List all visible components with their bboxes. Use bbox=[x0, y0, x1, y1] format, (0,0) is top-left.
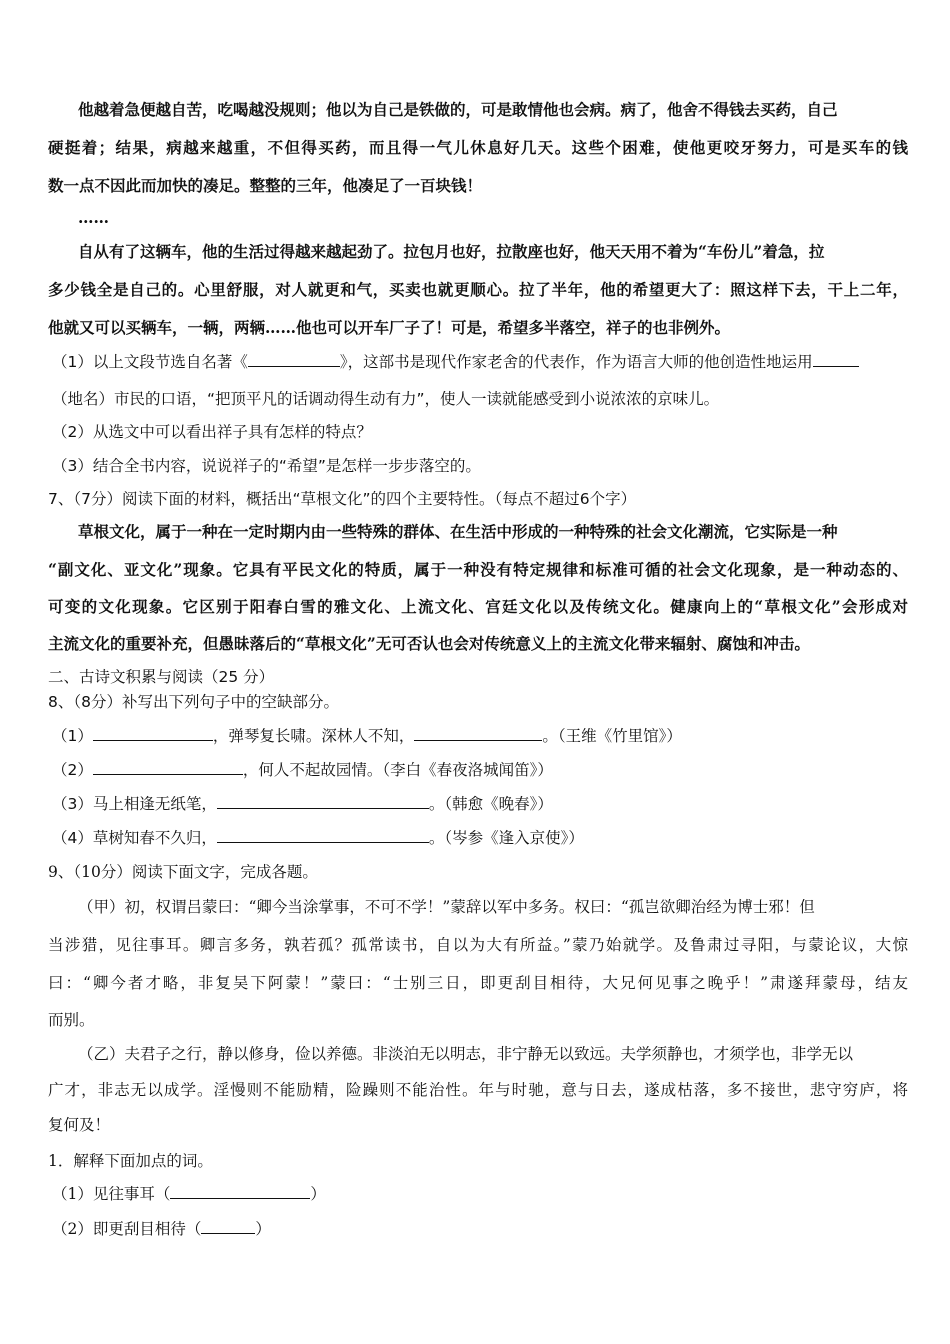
q6-subquestion-1 bbox=[52, 352, 912, 372]
q9-jia-line2: 当涉猎，见往事耳。卿言多务，孰若孤？孤常读书，自以为大有所益。”蒙乃始就学。及鲁肃过寻阳，与蒙论议，大惊 bbox=[48, 936, 908, 954]
q9-jia-line4: 而别。 bbox=[48, 1011, 95, 1029]
q9-answer-blank-1[interactable] bbox=[170, 1184, 310, 1199]
q9-w1-close: ） bbox=[310, 1185, 326, 1203]
q9-w1-text: （1）见往事耳（ bbox=[52, 1185, 171, 1203]
q8-item-2 bbox=[52, 760, 912, 780]
passage1-p2-line3: 他就又可以买辆车，一辆，两辆……他也可以开车厂子了！可是，希望多半落空，祥子的也非例外。 bbox=[48, 318, 731, 337]
q7-material-line1: 草根文化，属于一种在一定时期内由一些特殊的群体、在生活中形成的一种特殊的社会文化潮流，它实际是一种 bbox=[78, 522, 838, 541]
q8-i4-text: （4）草树知春不久归， bbox=[52, 829, 217, 847]
q8-i1-source: 。（王维《竹里馆》） bbox=[542, 727, 682, 745]
passage1-p1-line1: 他越着急便越自苦，吃喝越没规则；他以为自己是铁做的，可是敢情他也会病。病了，他舍不得钱去买药，自己 bbox=[78, 100, 838, 119]
q9-jia-line3: 曰：“卿今者才略，非复吴下阿蒙！”蒙曰：“士别三日，即更刮目相待，大兄何见事之晚乎！”肃遂拜蒙母，结友 bbox=[48, 974, 908, 992]
q8-i1-text: ，弹琴复长啸。深林人不知， bbox=[212, 727, 415, 745]
q8-blank-4[interactable] bbox=[217, 828, 429, 843]
q9-title: 9、（10分）阅读下面文字，完成各题。 bbox=[48, 863, 318, 881]
place-name-blank[interactable] bbox=[813, 352, 859, 367]
q9-word-1 bbox=[52, 1184, 912, 1204]
q8-blank-1a[interactable] bbox=[93, 726, 213, 741]
q8-item-4 bbox=[52, 828, 912, 848]
q6-subquestion-1-line2: （地名）市民的口语，“把顶平凡的话调动得生动有力”，使人一读就能感受到小说浓浓的京味儿。 bbox=[52, 390, 720, 408]
q6-subquestion-2: （2）从选文中可以看出祥子具有怎样的特点？ bbox=[52, 423, 372, 441]
q8-i2-text: ，何人不起故园情。（李白《春夜洛城闻笛》） bbox=[242, 761, 553, 779]
q9-yi-line1: （乙）夫君子之行，静以修身，俭以养德。非淡泊无以明志，非宁静无以致远。夫学须静也，才须学也，非学无以 bbox=[78, 1045, 854, 1063]
q8-item-3 bbox=[52, 794, 912, 814]
q7-material-line2: “副文化、亚文化”现象。它具有平民文化的特质，属于一种没有特定规律和标准可循的社会文化现象，是一种动态的、 bbox=[48, 560, 908, 579]
q9-word-2 bbox=[52, 1219, 912, 1239]
q9-yi-line3: 复何及！ bbox=[48, 1116, 111, 1134]
passage1-p1-line3: 数一点不因此而加快的凑足。整整的三年，他凑足了一百块钱！ bbox=[48, 176, 483, 195]
q9-yi-line2: 广才，非志无以成学。淫慢则不能励精，险躁则不能治性。年与时驰，意与日去，遂成枯落，多不接世，悲守穷庐，将 bbox=[48, 1081, 908, 1099]
q9-sub1-title: 1．解释下面加点的词。 bbox=[48, 1152, 213, 1170]
q6-s1-text-b: 》，这部书是现代作家老舍的代表作，作为语言大师的他创造性地运用 bbox=[339, 353, 813, 371]
ellipsis: …… bbox=[78, 208, 109, 227]
q7-material-line4: 主流文化的重要补充，但愚昧落后的“草根文化”无可否认也会对传统意义上的主流文化带来辐射、腐蚀和冲击。 bbox=[48, 634, 810, 653]
q6-subquestion-3: （3）结合全书内容，说说祥子的“希望”是怎样一步步落空的。 bbox=[52, 457, 481, 475]
q8-blank-1b[interactable] bbox=[414, 726, 542, 741]
q9-answer-blank-2[interactable] bbox=[201, 1219, 255, 1234]
section2-title: 二、古诗文积累与阅读（25 分） bbox=[48, 668, 275, 686]
novel-title-blank[interactable] bbox=[248, 352, 340, 367]
q8-title: 8、（8分）补写出下列句子中的空缺部分。 bbox=[48, 693, 339, 711]
q8-i2-num: （2） bbox=[52, 761, 93, 779]
q9-w2-close: ） bbox=[255, 1220, 271, 1238]
q8-i4-source: 。（岑参《逢入京使》） bbox=[428, 829, 584, 847]
q8-item-1 bbox=[52, 726, 912, 746]
q9-w2-text: （2）即更刮目相待（ bbox=[52, 1220, 202, 1238]
q8-i3-text: （3）马上相逢无纸笔， bbox=[52, 795, 217, 813]
q8-i1-num: （1） bbox=[52, 727, 93, 745]
q7-title: 7、（7分）阅读下面的材料，概括出“草根文化”的四个主要特性。（每点不超过6个字） bbox=[48, 490, 637, 508]
q7-material-line3: 可变的文化现象。它区别于阳春白雪的雅文化、上流文化、宫廷文化以及传统文化。健康向上的“草根文化”会形成对 bbox=[48, 597, 908, 616]
q6-s1-text-a: （1）以上文段节选自名著《 bbox=[52, 353, 248, 371]
passage1-p2-line1: 自从有了这辆车，他的生活过得越来越起劲了。拉包月也好，拉散座也好，他天天用不着为“车份儿”着急，拉 bbox=[78, 242, 825, 261]
q8-blank-3[interactable] bbox=[217, 794, 429, 809]
passage1-p2-line2: 多少钱全是自己的。心里舒服，对人就更和气，买卖也就更顺心。拉了半年，他的希望更大了：照这样下去，干上二年， bbox=[48, 280, 908, 299]
q8-i3-source: 。（韩愈《晚春》） bbox=[428, 795, 553, 813]
q8-blank-2[interactable] bbox=[93, 760, 243, 775]
q9-jia-line1: （甲）初，权谓吕蒙曰：“卿今当涂掌事，不可不学！”蒙辞以军中多务。权曰：“孤岂欲卿治经为博士邪！但 bbox=[78, 898, 815, 916]
passage1-p1-line2: 硬挺着；结果，病越来越重，不但得买药，而且得一气儿休息好几天。这些个困难，使他更咬牙努力，可是买车的钱 bbox=[48, 138, 908, 157]
